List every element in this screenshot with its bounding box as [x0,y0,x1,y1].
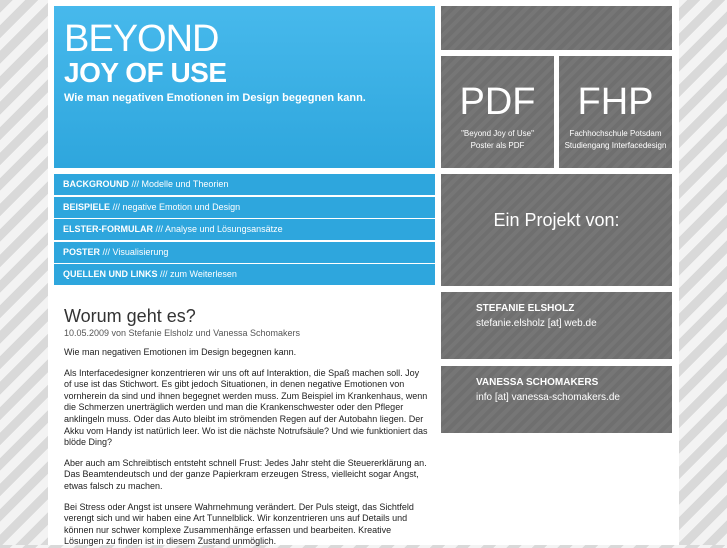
site-subtitle: Wie man negativen Emotionen im Design begegnen kann. [64,92,366,104]
main-nav [54,174,435,287]
author-email[interactable]: stefanie.elsholz [at] web.de [476,318,597,329]
article-paragraph: Wie man negativen Emotionen im Design begegnen kann. [64,347,297,357]
author-name: VANESSA SCHOMAKERS [476,377,599,388]
author-name: STEFANIE ELSHOLZ [476,303,575,314]
site-title-line2: JOY OF USE [64,57,227,88]
author-card-schomakers[interactable] [441,366,672,433]
article-paragraph: Als Interfacedesigner konzentrieren wir uns oft auf Interaktion, die Spaß machen soll. Joy of use ist das Stichwort. Es gibt jedoch Situationen, in denen negative Emotionen von vornherein da sind und ihnen begegnet werden muss. Zum Beispiel im Krankenhaus, wenn die Schmerzen unerträglich werden und man die Krankenschwester oder den Pfleger anklingeln muss. Oder das Auto bleibt im strömenden Regen auf der Autobahn liegen. Der Akku vom Handy ist natürlich leer. Wo ist die nächste Notrufsäule? Und wie funktioniert das blöde Ding? [64,367,428,448]
article-paragraph: Bei Stress oder Angst ist unsere Wahrnehmung verändert. Der Puls steigt, das Sichtfeld verengt sich und wir haben eine Art Tunnelblick. Wir konzentrieren uns auf Details und können nur schwer komplexe Zusammenhänge erfassen und bearbeiten. Kreative Lösungen zu finden ist in diesem Zustand unmöglich. [64,501,414,547]
nav-item-poster[interactable]: POSTER /// Visualisierung [54,242,435,263]
fhp-tile-title: FHP [577,81,654,123]
author-email[interactable]: info [at] vanessa-schomakers.de [476,392,620,403]
pdf-tile-caption: "Beyond Joy of Use" Poster als PDF [461,129,534,150]
pdf-tile-title: PDF [459,81,536,123]
nav-item-quellen[interactable]: QUELLEN UND LINKS /// zum Weiterlesen [54,264,435,285]
article-date: 10.05.2009 von Stefanie Elsholz und Vanessa Schomakers [64,328,300,338]
nav-item-beispiele[interactable]: BEISPIELE /// negative Emotion und Design [54,197,435,218]
article-heading: Worum geht es? [64,306,196,326]
project-by-panel [441,174,672,286]
pdf-download-tile[interactable] [441,56,554,168]
site-title-line1: BEYOND [64,18,219,60]
header-banner[interactable] [54,6,435,168]
nav-item-background[interactable]: BACKGROUND /// Modelle und Theorien [54,174,435,195]
nav-item-elster-formular[interactable]: ELSTER-FORMULAR /// Analyse und Lösungsansätze [54,219,435,240]
author-card-elsholz[interactable] [441,292,672,359]
project-by-label: Ein Projekt von: [493,210,620,230]
article-paragraph: Aber auch am Schreibtisch entsteht schnell Frust: Jedes Jahr steht die Steuererklärung an. Das Beamtendeutsch und der ganze Papierkram erzeugen Stress, vielleicht sogar Angst, etwas falsch zu machen. [64,457,427,491]
page-container [48,0,679,545]
article [64,305,429,548]
top-right-panel [441,6,672,50]
fhp-tile-caption: Fachhochschule Potsdam Studiengang Interfacedesign [564,129,667,150]
fhp-link-tile[interactable] [559,56,672,168]
